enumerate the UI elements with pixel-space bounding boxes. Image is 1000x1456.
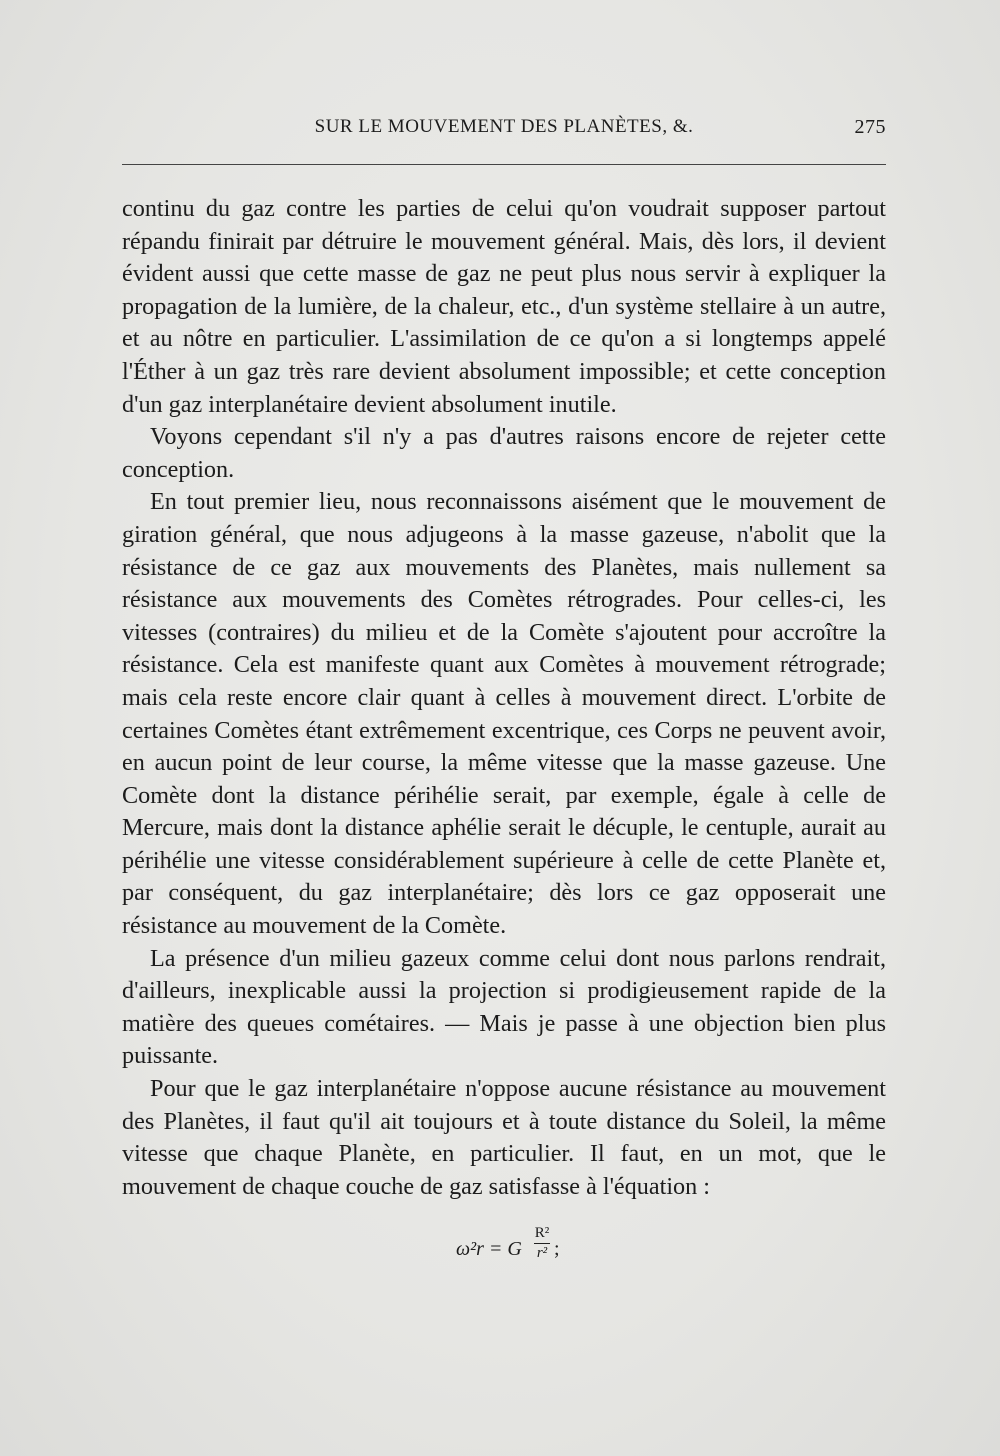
header-rule [122, 164, 886, 165]
paragraph: En tout premier lieu, nous reconnaissons aisément que le mouvement de giration général, que nous adjugeons à la masse gazeuse, n'abolit que la résistance de ce gaz aux mouvements des Planètes, mais nullement sa résistance aux mouvements des Comètes rétrogrades. Pour celles-ci, les vitesses (contraires) du milieu et de la Comète s'ajoutent pour accroître la résistance. Cela est manifeste quant aux Comètes à mouvement rétrograde; mais cela reste encore clair quant à celles à mouvement direct. L'orbite de certaines Comètes étant extrêmement excentrique, ces Corps ne peuvent avoir, en aucun point de leur course, la même vitesse que la masse gazeuse. Une Comète dont la distance périhélie serait, par exemple, égale à celle de Mercure, mais dont la distance aphélie serait le décuple, le centuple, aurait au périhélie une vitesse considérablement supérieure à celle de cette Planète et, par conséquent, du gaz interplanétaire; dès lors ce gaz opposerait une résistance au mouvement de la Comète. [122, 488, 886, 940]
paragraph-continuation: continu du gaz contre les parties de celui qu'on voudrait supposer partout répandu finirait par détruire le mouvement général. Mais, dès lors, il devient évident aussi que cette masse de gaz ne peut plus nous servir à expliquer la propagation de la lumière, de la chaleur, etc., d'un système stellaire à un autre, et au nôtre en particulier. L'assimilation de ce qu'on a si longtemps appelé l'Éther à un gaz très rare devient absolument impossible; et cette conception d'un gaz interplanétaire devient absolument inutile. [122, 195, 886, 418]
body-text [122, 193, 886, 1203]
running-head [122, 116, 886, 146]
fraction-bar [534, 1243, 550, 1244]
equation-lhs: ω²r = G [456, 1238, 522, 1260]
equation-fraction [532, 1224, 552, 1261]
fraction-denominator: r² [536, 1245, 548, 1261]
page-number: 275 [854, 116, 886, 138]
equation-semicolon: ; [554, 1238, 560, 1260]
paragraph: La présence d'un milieu gazeux comme celui dont nous parlons rendrait, d'ailleurs, inexplicable aussi la projection si prodigieusement rapide de la matière des queues cométaires. — Mais je passe à une objection bien plus puissante. [122, 944, 886, 1070]
running-title: SUR LE MOUVEMENT DES PLANÈTES, &. [314, 116, 694, 137]
paragraph: Voyons cependant s'il n'y a pas d'autres raisons encore de rejeter cette conception. [122, 423, 886, 483]
fraction-numerator: R² [534, 1225, 550, 1241]
paragraph: Pour que le gaz interplanétaire n'oppose aucune résistance au mouvement des Planètes, il faut qu'il ait toujours et à toute distance du Soleil, la même vitesse que chaque Planète, en particulier. Il faut, en un mot, que le mouvement de chaque couche de gaz satisfasse à l'équation : [122, 1075, 886, 1200]
